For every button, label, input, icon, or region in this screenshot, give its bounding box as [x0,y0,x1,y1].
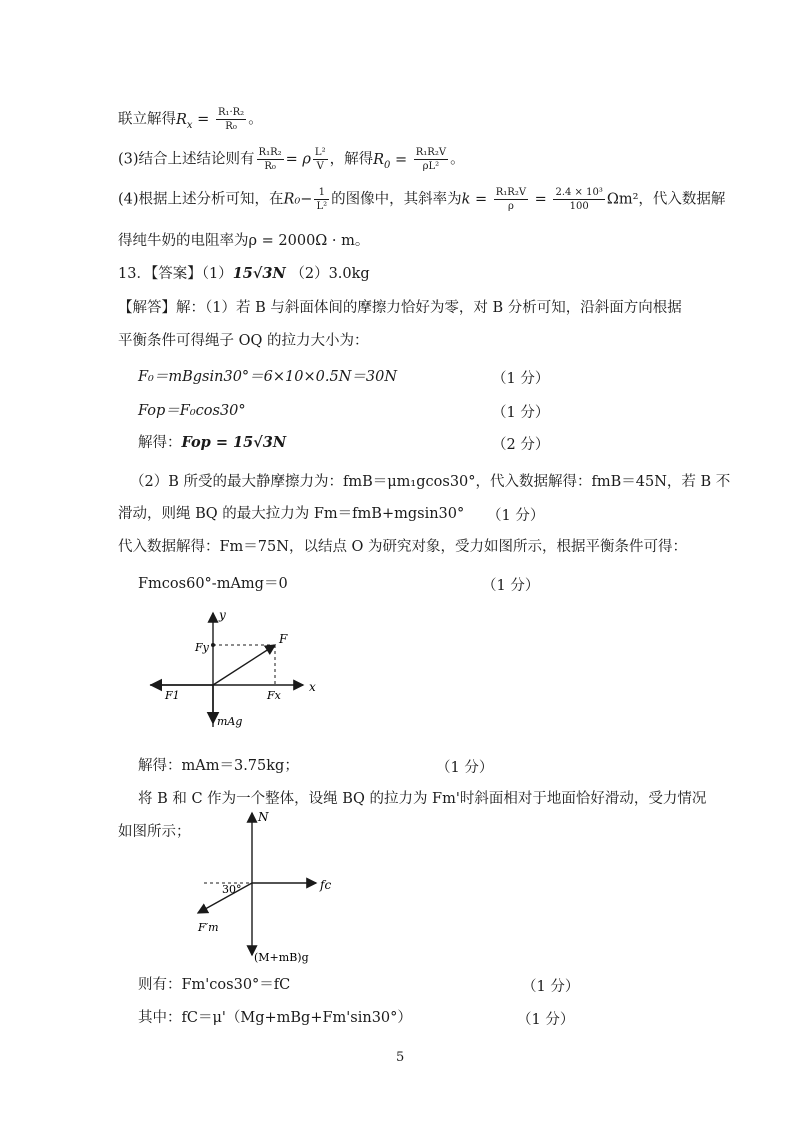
line-whole-bc: 将 B 和 C 作为一个整体，设绳 BQ 的拉力为 Fm'时斜面相对于地面恰好滑动，受力情况 [138,791,707,807]
score-5: （1 分） [482,578,540,594]
score-7: （1 分） [522,979,580,995]
page-number: 5 [396,1050,405,1065]
line-mam: 解得：mAm＝3.75kg； [138,758,299,774]
force-diagram-o [145,605,345,735]
fraction-r1r2-over-r0: $\frac{\text{R₁·R₂}}{\text{R₀}}$ [217,107,245,132]
score-8: （1 分） [517,1012,575,1028]
x-label: x [309,680,316,694]
line-fm-prime: 则有：Fm'cos30°＝fC [138,977,291,993]
n-label: N [258,810,269,824]
f-arrow [213,645,275,685]
line-fm-equilibrium: Fmcos60°-mAmg＝0 [138,576,288,592]
score-2: （1 分） [492,405,550,421]
f1-label: F1 [165,689,180,702]
line-part-2: （2）B 所受的最大静摩擦力为：fmB＝μm₁gcos30°，代入数据解得：fmB＝45N，若 B 不 [130,474,731,490]
line-fm-value: 代入数据解得：Fm＝75N，以结点 O 为研究对象，受力如图所示，根据平衡条件可得： [118,539,688,555]
line-max-tension: 滑动，则绳 BQ 的最大拉力为 Fm＝fmB+mgsin30° [118,506,465,522]
fy-dot [211,643,215,647]
line-equilibrium: 平衡条件可得绳子 OQ 的拉力大小为： [118,333,369,349]
line-fop-result: 解得：Fop = 15√3N [138,434,287,451]
score-3: （2 分） [492,437,550,453]
line-fc: 其中：fC＝μ'（Mg+mBg+Fm'sin30°） [138,1010,412,1026]
score-1: （1 分） [492,371,550,387]
fraction-slope: $\frac{\text{R₁R₂V}}{\rho}$ [495,187,527,212]
fy-label: Fy [195,641,209,654]
fm-label: F′m [198,921,219,934]
fraction-c: $\frac{\text{R₁R₂V}}{\text{ρL²}}$ [415,147,447,172]
line-fop: Fop＝F₀cos30° [138,403,246,419]
f-label: F [279,632,288,646]
line-resistivity: 得纯牛奶的电阻率为ρ = 2000Ω · m。 [118,233,370,249]
line-combined-solution: 联立解得$R_x$ = $\frac{\text{R₁·R₂}}{\text{R₀}}$ 。 [118,107,263,132]
fx-label: Fx [267,689,281,702]
y-label: y [219,608,226,622]
force-diagram-bc [190,805,350,965]
score-6: （1 分） [436,760,494,776]
line-step-4: (4)根据上述分析可知，在R₀− $\frac{1}{\text{L²}}$ 的图像中，其斜率为k = $\frac{\text{R₁R₂V}}{\rho}$ = $\frac{\text{2.4 × 10³}}{100}$ Ωm²，代入数据解 [118,187,726,212]
line-as-shown: 如图所示； [118,824,191,840]
fc-label: fc [320,878,332,892]
line-answer-13: 13．【答案】（1）15√3N （2）3.0kg [118,265,370,282]
fraction-a: $\frac{\text{R₁R₂}}{\text{R₀}}$ [258,147,282,172]
g2-label: (M+mB)g [254,951,309,964]
fraction-inverse-l2: $\frac{1}{\text{L²}}$ [316,187,328,212]
line-step-3: (3)结合上述结论则有 $\frac{\text{R₁R₂}}{\text{R₀}}$ = ρ $\frac{\text{L²}}{V}$ ，解得$R_0$ = $\frac{\text{R₁R₂V}}{\text{ρL²}}$ 。 [118,147,465,172]
fraction-b: $\frac{\text{L²}}{V}$ [314,147,326,172]
answer-2: （2）3.0kg [290,266,370,282]
angle-label: 30° [222,883,242,896]
line-f0: F₀＝mBgsin30°＝6×10×0.5N＝30N [138,369,398,385]
fraction-slope-value: $\frac{\text{2.4 × 10³}}{100}$ [555,187,603,212]
rx-symbol: $R_x$ [176,111,193,131]
text-prefix: 联立解得 [118,111,176,128]
line-solution-intro: 【解答】解：（1）若 B 与斜面体间的摩擦力恰好为零，对 B 分析可知，沿斜面方向根据 [118,300,682,316]
score-4: （1 分） [487,508,545,524]
g-label: mAg [217,715,243,728]
answer-1: 15√3N [232,265,286,282]
